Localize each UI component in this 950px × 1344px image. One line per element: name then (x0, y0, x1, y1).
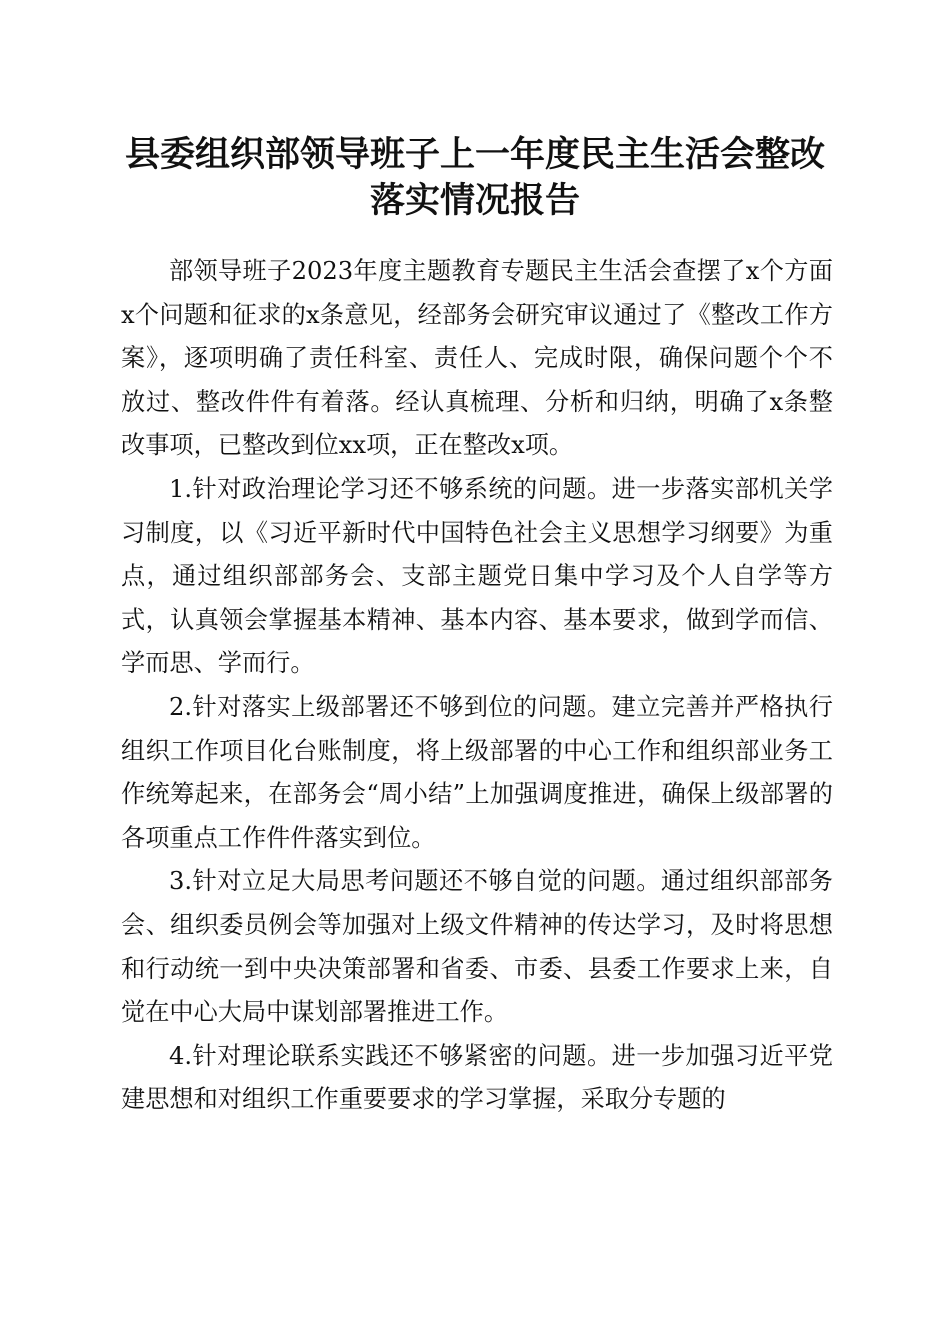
paragraph-item-3: 3.针对立足大局思考问题还不够自觉的问题。通过组织部部务会、组织委员例会等加强对上级文件精神的传达学习，及时将思想和行动统一到中央决策部署和省委、市委、县委工作要求上来，自觉在中心大局中谋划部署推进工作。 (121, 867, 833, 1027)
paragraph-intro: 部领导班子2023年度主题教育专题民主生活会查摆了x个方面x个问题和征求的x条意见，经部务会研究审议通过了《整改工作方案》，逐项明确了责任科室、责任人、完成时限，确保问题个个不放过、整改件件有着落。经认真梳理、分析和归纳，明确了x条整改事项，已整改到位xx项，正在整改x项。 (121, 257, 833, 460)
document-title (100, 132, 850, 224)
paragraph-item-4: 4.针对理论联系实践还不够紧密的问题。进一步加强习近平党建思想和对组织工作重要要求的学习掌握，采取分专题的 (121, 1041, 833, 1114)
paragraph-item-1: 1.针对政治理论学习还不够系统的问题。进一步落实部机关学习制度，以《习近平新时代中国特色社会主义思想学习纲要》为重点，通过组织部部务会、支部主题党日集中学习及个人自学等方式，认真领会掌握基本精神、基本内容、基本要求，做到学而信、学而思、学而行。 (121, 474, 833, 678)
paragraph-item-2: 2.针对落实上级部署还不够到位的问题。建立完善并严格执行组织工作项目化台账制度，将上级部署的中心工作和组织部业务工作统筹起来，在部务会“周小结”上加强调度推进，确保上级部署的各项重点工作件件落实到位。 (121, 692, 833, 852)
title-line-1: 县委组织部领导班子上一年度民主生活会整改 (124, 134, 825, 175)
document-body (121, 250, 833, 1122)
title-line-2: 落实情况报告 (369, 180, 580, 221)
